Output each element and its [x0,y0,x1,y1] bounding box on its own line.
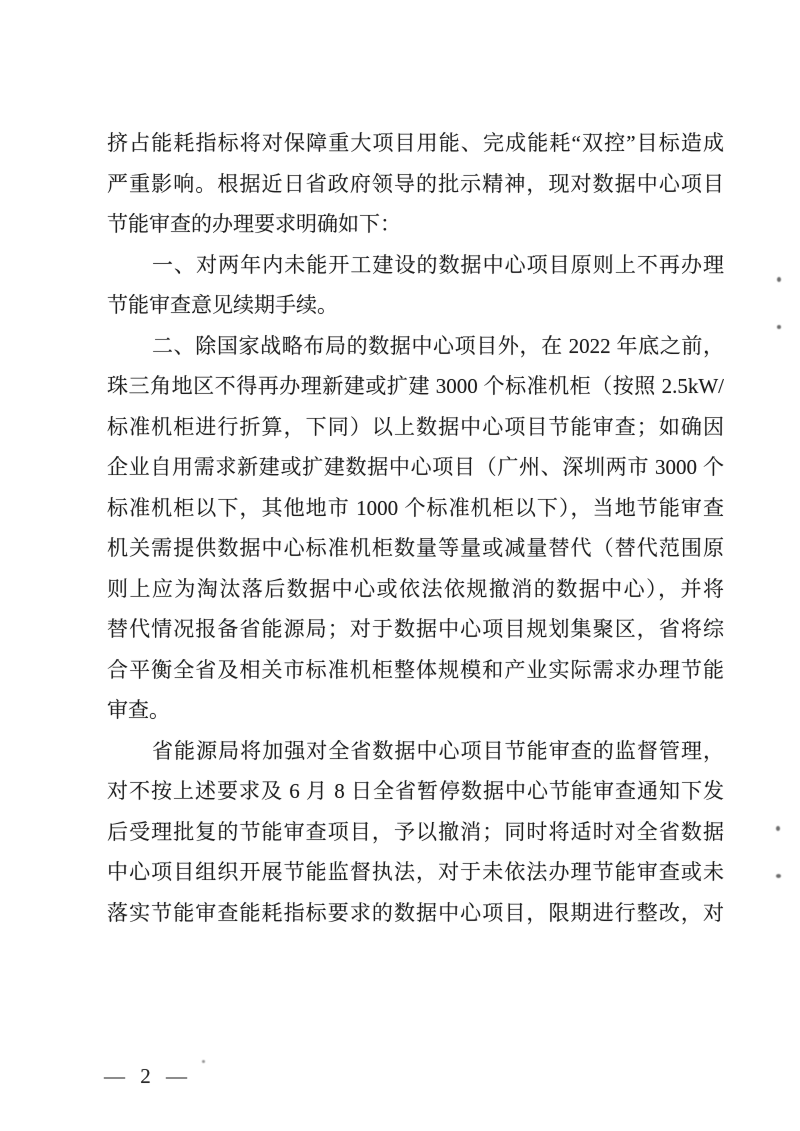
text-line: 一、对两年内未能开工建设的数据中心项目原则上不再办理 [152,252,724,277]
text-line: 标准机柜进行折算，下同）以上数据中心项目节能审查；如确因 [107,414,724,439]
text-line: 合平衡全省及相关市标准机柜整体规模和产业实际需求办理节能 [107,657,724,682]
page-number: — 2 — [104,1064,192,1088]
text-line: 中心项目组织开展节能监督执法，对于未依法办理节能审查或未 [107,860,724,884]
text-line: 对不按上述要求及 6 月 8 日全省暂停数据中心节能审查通知下发 [107,779,724,803]
document-text [107,123,724,933]
text-line: 严重影响。根据近日省政府领导的批示精神，现对数据中心项目 [107,171,724,196]
scan-speck [776,826,780,831]
scan-speck [777,277,781,282]
text-line: 审查。 [107,698,170,722]
text-line: 替代情况报备省能源局；对于数据中心项目规划集聚区，省将综 [107,617,724,641]
text-line: 节能审查的办理要求明确如下： [107,212,401,236]
text-line: 节能审查意见续期手续。 [107,293,338,317]
scan-speck [202,1060,205,1063]
text-line: 省能源局将加强对全省数据中心项目节能审查的监督管理， [152,738,724,763]
text-line: 落实节能审查能耗指标要求的数据中心项目，限期进行整改，对 [107,900,724,925]
scan-speck [777,325,781,329]
text-line: 机关需提供数据中心标准机柜数量等量或减量替代（替代范围原 [107,536,724,560]
text-line: 标准机柜以下，其他地市 1000 个标准机柜以下），当地节能审查 [107,495,724,520]
text-line: 二、除国家战略布局的数据中心项目外，在 2022 年底之前， [152,333,724,358]
text-line: 挤占能耗指标将对保障重大项目用能、完成能耗“双控”目标造成 [107,131,724,155]
scan-speck [776,874,781,878]
text-line: 则上应为淘汰落后数据中心或依法依规撤消的数据中心），并将 [107,576,724,601]
text-line: 珠三角地区不得再办理新建或扩建 3000 个标准机柜（按照 2.5kW/ [107,374,724,398]
text-line: 后受理批复的节能审查项目，予以撤消；同时将适时对全省数据 [107,819,724,844]
text-line: 企业自用需求新建或扩建数据中心项目（广州、深圳两市 3000 个 [107,455,724,479]
